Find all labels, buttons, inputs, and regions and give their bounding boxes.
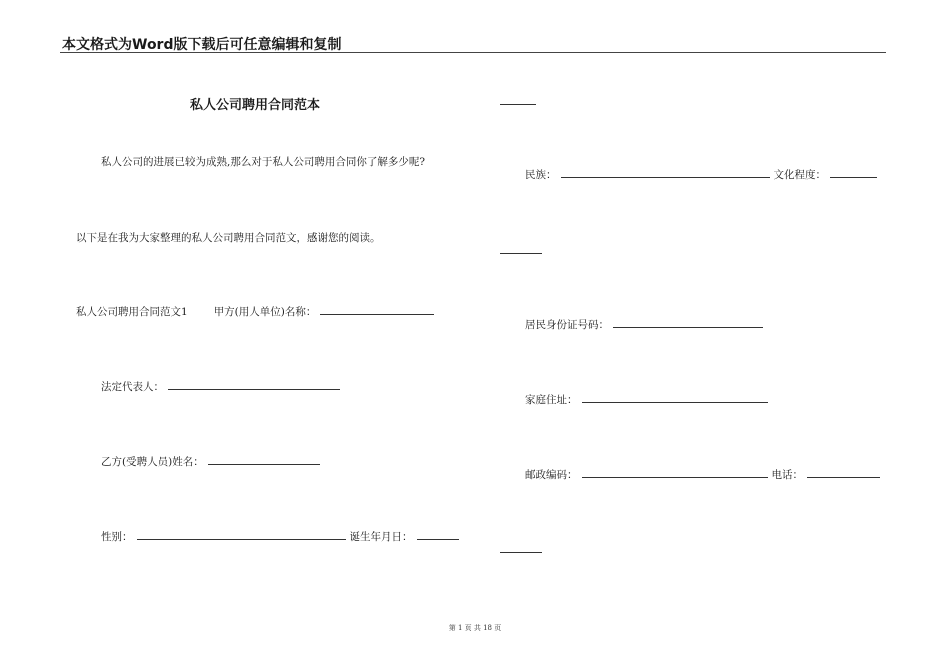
continuation-rule-2 bbox=[500, 253, 542, 254]
id-number-blank[interactable] bbox=[613, 317, 763, 328]
party-a-label: 甲方(用人单位)名称： bbox=[213, 306, 317, 318]
gender-label: 性别： bbox=[101, 531, 133, 543]
intro-paragraph-1: 私人公司的进展已较为成熟,那么对于私人公司聘用合同你了解多少呢? bbox=[101, 156, 425, 168]
address-blank[interactable] bbox=[582, 392, 768, 403]
education-label: 文化程度： bbox=[773, 169, 826, 181]
ethnicity-blank[interactable] bbox=[561, 167, 770, 178]
phone-blank[interactable] bbox=[807, 467, 880, 478]
id-label: 居民身份证号码： bbox=[525, 319, 609, 331]
continuation-rule-1 bbox=[500, 104, 536, 105]
continuation-rule-3 bbox=[500, 552, 542, 553]
address-label: 家庭住址： bbox=[525, 394, 578, 406]
education-blank[interactable] bbox=[830, 167, 877, 178]
ethnicity-education-line bbox=[525, 167, 877, 182]
intro-paragraph-2: 以下是在我为大家整理的私人公司聘用合同范文，感谢您的阅读。 bbox=[76, 232, 381, 244]
legal-rep-line bbox=[101, 379, 340, 394]
birth-label: 诞生年月日： bbox=[349, 531, 413, 543]
address-line bbox=[525, 392, 768, 407]
header-rule bbox=[60, 52, 886, 53]
party-b-label: 乙方(受聘人员)姓名： bbox=[101, 456, 204, 468]
postcode-label: 邮政编码： bbox=[525, 469, 578, 481]
legal-rep-blank[interactable] bbox=[168, 379, 340, 390]
postcode-phone-line bbox=[525, 467, 880, 482]
sample-heading: 私人公司聘用合同范文1 bbox=[76, 306, 188, 318]
page-footer: 第 1 页 共 18 页 bbox=[448, 624, 502, 632]
gender-birth-line bbox=[101, 529, 459, 544]
party-a-name-blank[interactable] bbox=[320, 304, 434, 315]
party-b-name-blank[interactable] bbox=[208, 454, 320, 465]
ethnicity-label: 民族： bbox=[525, 169, 557, 181]
sample-line bbox=[76, 304, 434, 319]
document-header: 本文格式为Word版下载后可任意编辑和复制 bbox=[62, 37, 342, 53]
gender-blank[interactable] bbox=[137, 529, 346, 540]
postcode-blank[interactable] bbox=[582, 467, 768, 478]
birth-date-blank[interactable] bbox=[417, 529, 459, 540]
legal-rep-label: 法定代表人： bbox=[101, 381, 164, 393]
phone-label: 电话： bbox=[771, 469, 803, 481]
document-title: 私人公司聘用合同范本 bbox=[190, 98, 321, 113]
id-line bbox=[525, 317, 763, 332]
party-b-line bbox=[101, 454, 320, 469]
